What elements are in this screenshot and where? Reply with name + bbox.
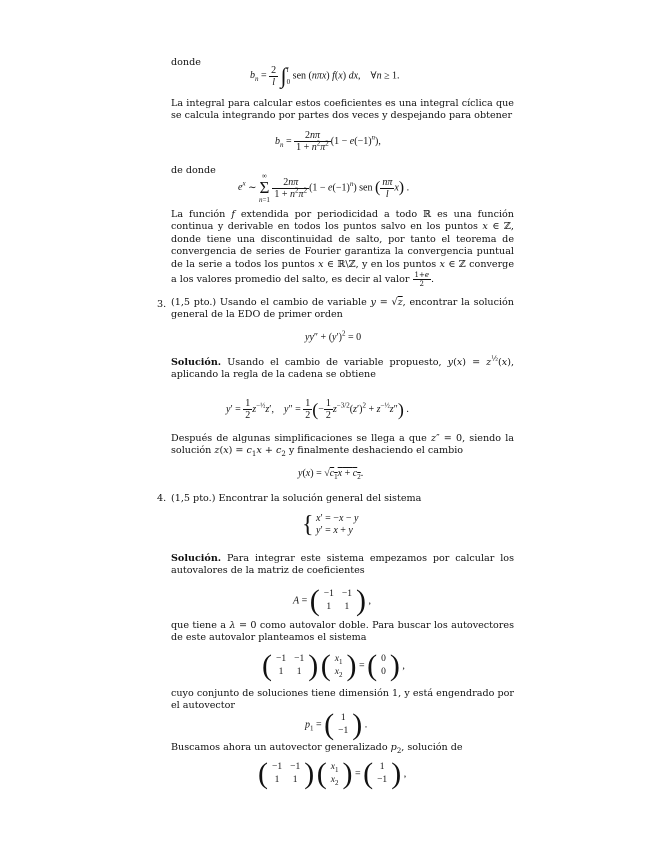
problem4-p1: $p_1$ = ( 1 −1 ) . — [305, 708, 368, 741]
problem4-buscamos: Buscamos ahora un autovector generalizado $p_2$, solución de — [171, 742, 463, 755]
problem3-edo: $yy'' + (y')^2 = 0$ — [305, 329, 362, 343]
problem4-sol-label: Solución. — [171, 553, 222, 564]
bn-formula: $b_n$ = $\frac{2}{l}$ ∫ l 0 sen (nπx) f(x) dx, ∀n ≥ 1. — [250, 63, 400, 88]
problem3-final: $y(x) = √c_1x + c_2$. — [298, 468, 364, 481]
problem4-statement: (1,5 pto.) Encontrar la solución general del sistema — [171, 493, 422, 504]
problem4-gen-eq: ( −1 −1 1 1 ) ( $x_1$ $x_2$ ) = ( 1 −1 ) , — [258, 757, 407, 790]
donde-label: donde — [171, 57, 201, 68]
problem3-solution-intro: Solución. Usando el cambio de variable propuesto, $y(x) = z^{\frac{1}{2}}(x)$, aplicando la regla de la cadena se obtiene — [171, 354, 514, 381]
problem3-statement: (1,5 pto.) Usando el cambio de variable y = √z, encontrar la solución general de la EDO de primer orden — [171, 297, 514, 321]
problem3-number: 3. — [157, 299, 167, 310]
problem4-matrixA: A = ( −1 −1 1 1 ) , — [293, 584, 371, 617]
problem4-solution-intro: Solución. Para integrar este sistema empezamos por calcular los autovalores de la matriz de coeficientes — [171, 553, 514, 577]
bn-result: $b_n$ = $\frac{2n\pi}{1 + n^2\pi^2}$ $(1 - e(-1)^n)$, — [275, 130, 381, 153]
de-donde-label: de donde — [171, 165, 216, 176]
problem4-system: { x′ = −x − y y′ = x + y — [302, 512, 359, 538]
problem4-number: 4. — [157, 493, 167, 504]
series-formula: $e^x$ ∼ ∞ Σ n=1 $\frac{2n\pi}{1 + n^2\pi^2}$ $(1 - e(-1)^n)$ sen ( $\frac{n\pi}{l}$ x) . — [238, 172, 410, 204]
problem4-conjunto: cuyo conjunto de soluciones tiene dimensión 1, y está engendrado por el autovector — [171, 688, 514, 712]
problem3-sol-label: Solución. — [171, 357, 222, 368]
paragraph-integral: La integral para calcular estos coeficientes es una integral cíclica que se calcula integrando por partes dos veces y despejando para obtener — [171, 98, 514, 122]
paragraph-funcion: La función f extendida por periodicidad a todo ℝ es una función continua y derivable en todos los puntos salvo en los puntos x ∈ ℤ, donde tiene una discontinuidad de salto, por tanto el teorema de convergencia de series de Fourier garantiza la convergencia puntual de la serie a todos los puntos x ∈ ℝ\ℤ, y en los puntos x ∈ ℤ converge a los valores promedio del salto, es decir al valor $\frac{1+e}{2}$ . — [171, 209, 514, 289]
problem3-after: Después de algunas simplificaciones se llega a que z″ = 0, siendo la solución $z(x) = c_1x + c_2$ y finalmente deshaciendo el cambio — [171, 433, 514, 459]
problem4-autovalor: que tiene a λ = 0 como autovalor doble. Para buscar los autovectores de este autovalor planteamos el sistema — [171, 620, 514, 644]
problem3-derivatives: y′ = $\frac{1}{2}$ $z^{-\frac{1}{2}}z'$, y″ = $\frac{1}{2}$ (− $\frac{1}{2}$ $z^{-3/2}(z')^2 + z^{-\frac{1}{2}}z''$) . — [226, 398, 409, 421]
problem4-system-eq: ( −1 −1 1 1 ) ( $x_1$ $x_2$ ) = ( 0 0 ) , — [262, 649, 405, 682]
